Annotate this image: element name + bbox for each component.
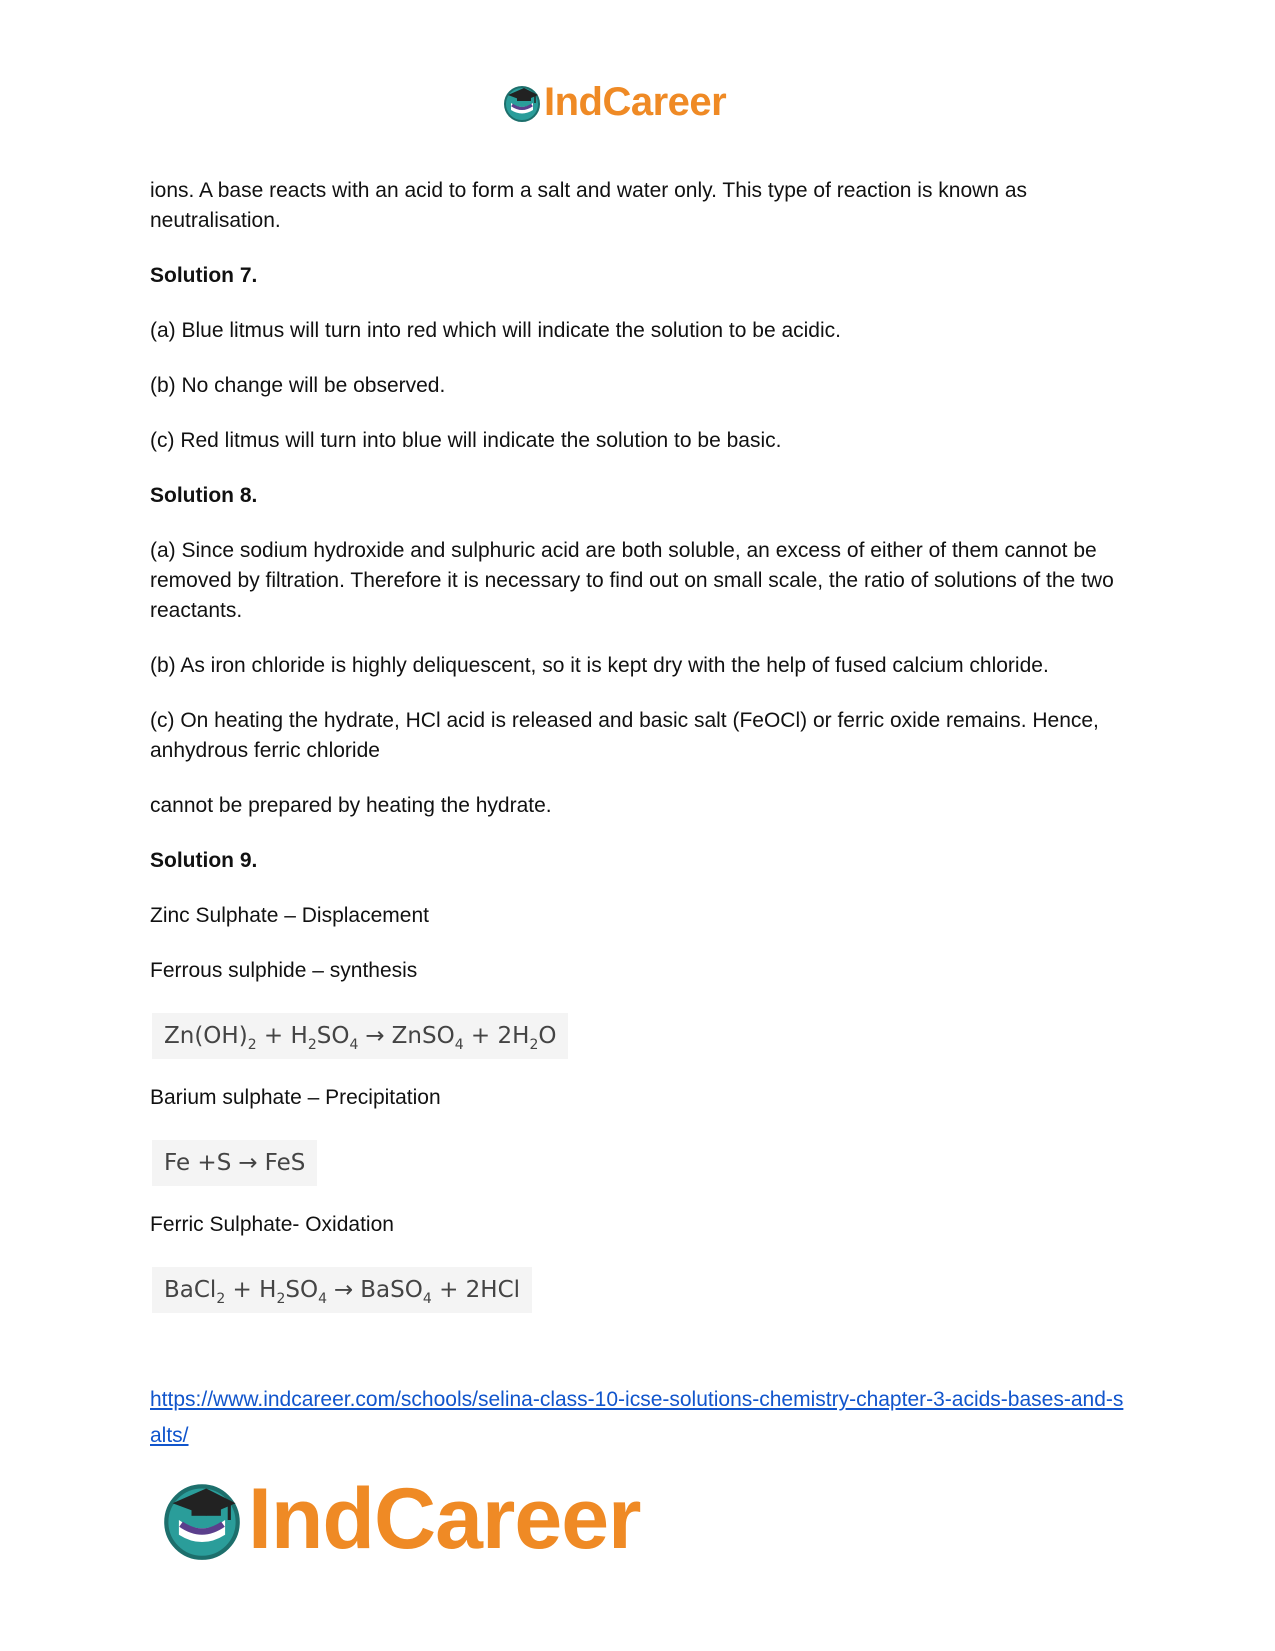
- solution-7-part-a: (a) Blue litmus will turn into red which will indicate the solution to be acidic.: [150, 319, 841, 342]
- document-body: [150, 176, 1130, 1313]
- solution-7-part-c: (c) Red litmus will turn into blue will indicate the solution to be basic.: [150, 429, 782, 452]
- logo-text: IndCareer: [248, 1471, 641, 1567]
- solution-9-heading: Solution 9.: [150, 849, 258, 872]
- source-link[interactable]: https://www.indcareer.com/schools/selina-class-10-icse-solutions-chemistry-chapter-3-acids-bases-and-salts/: [150, 1388, 1124, 1447]
- intro-paragraph: ions. A base reacts with an acid to form a salt and water only. This type of reaction is known as neutralisation.: [150, 179, 1028, 232]
- arrow-icon: →: [365, 1023, 385, 1049]
- graduation-globe-icon: [502, 83, 542, 123]
- solution-8-part-a: (a) Since sodium hydroxide and sulphuric acid are both soluble, an excess of either of them cannot be removed by filtration. Therefore it is necessary to find out on small scale, the ratio of solutions of the two reactants.: [150, 539, 1114, 622]
- graduation-globe-icon: [160, 1478, 244, 1562]
- equation-barium-chloride: BaCl$_2$ + $H_2SO_4$ → BaSO$_4$ + 2HCl: [152, 1267, 532, 1313]
- solution-8-part-c-continued: cannot be prepared by heating the hydrate.: [150, 794, 552, 817]
- solution-9-ferrous-sulphide: Ferrous sulphide – synthesis: [150, 959, 418, 982]
- solution-8-part-c: (c) On heating the hydrate, HCl acid is released and basic salt (FeOCl) or ferric oxide remains. Hence, anhydrous ferric chloride: [150, 709, 1099, 762]
- footer-logo: [160, 1470, 641, 1569]
- solution-7-part-b: (b) No change will be observed.: [150, 374, 446, 397]
- solution-7-heading: Solution 7.: [150, 264, 258, 287]
- solution-9-ferric-sulphate: Ferric Sulphate- Oxidation: [150, 1213, 394, 1236]
- arrow-icon: →: [334, 1277, 354, 1303]
- equation-zinc-hydroxide: $Zn(OH)_2 + H_2SO_4$ → ZnSO$_4$ + $2H_2O$: [152, 1013, 568, 1059]
- solution-9-barium-sulphate: Barium sulphate – Precipitation: [150, 1086, 441, 1109]
- solution-8-heading: Solution 8.: [150, 484, 258, 507]
- solution-8-part-b: (b) As iron chloride is highly deliquescent, so it is kept dry with the help of fused calcium chloride.: [150, 654, 1049, 677]
- solution-9-zinc-sulphate: Zinc Sulphate – Displacement: [150, 904, 429, 927]
- arrow-icon: →: [238, 1150, 258, 1176]
- equation-iron-sulphur: Fe +S → FeS: [152, 1140, 317, 1186]
- logo-text: IndCareer: [544, 80, 727, 124]
- header-logo: [502, 80, 726, 125]
